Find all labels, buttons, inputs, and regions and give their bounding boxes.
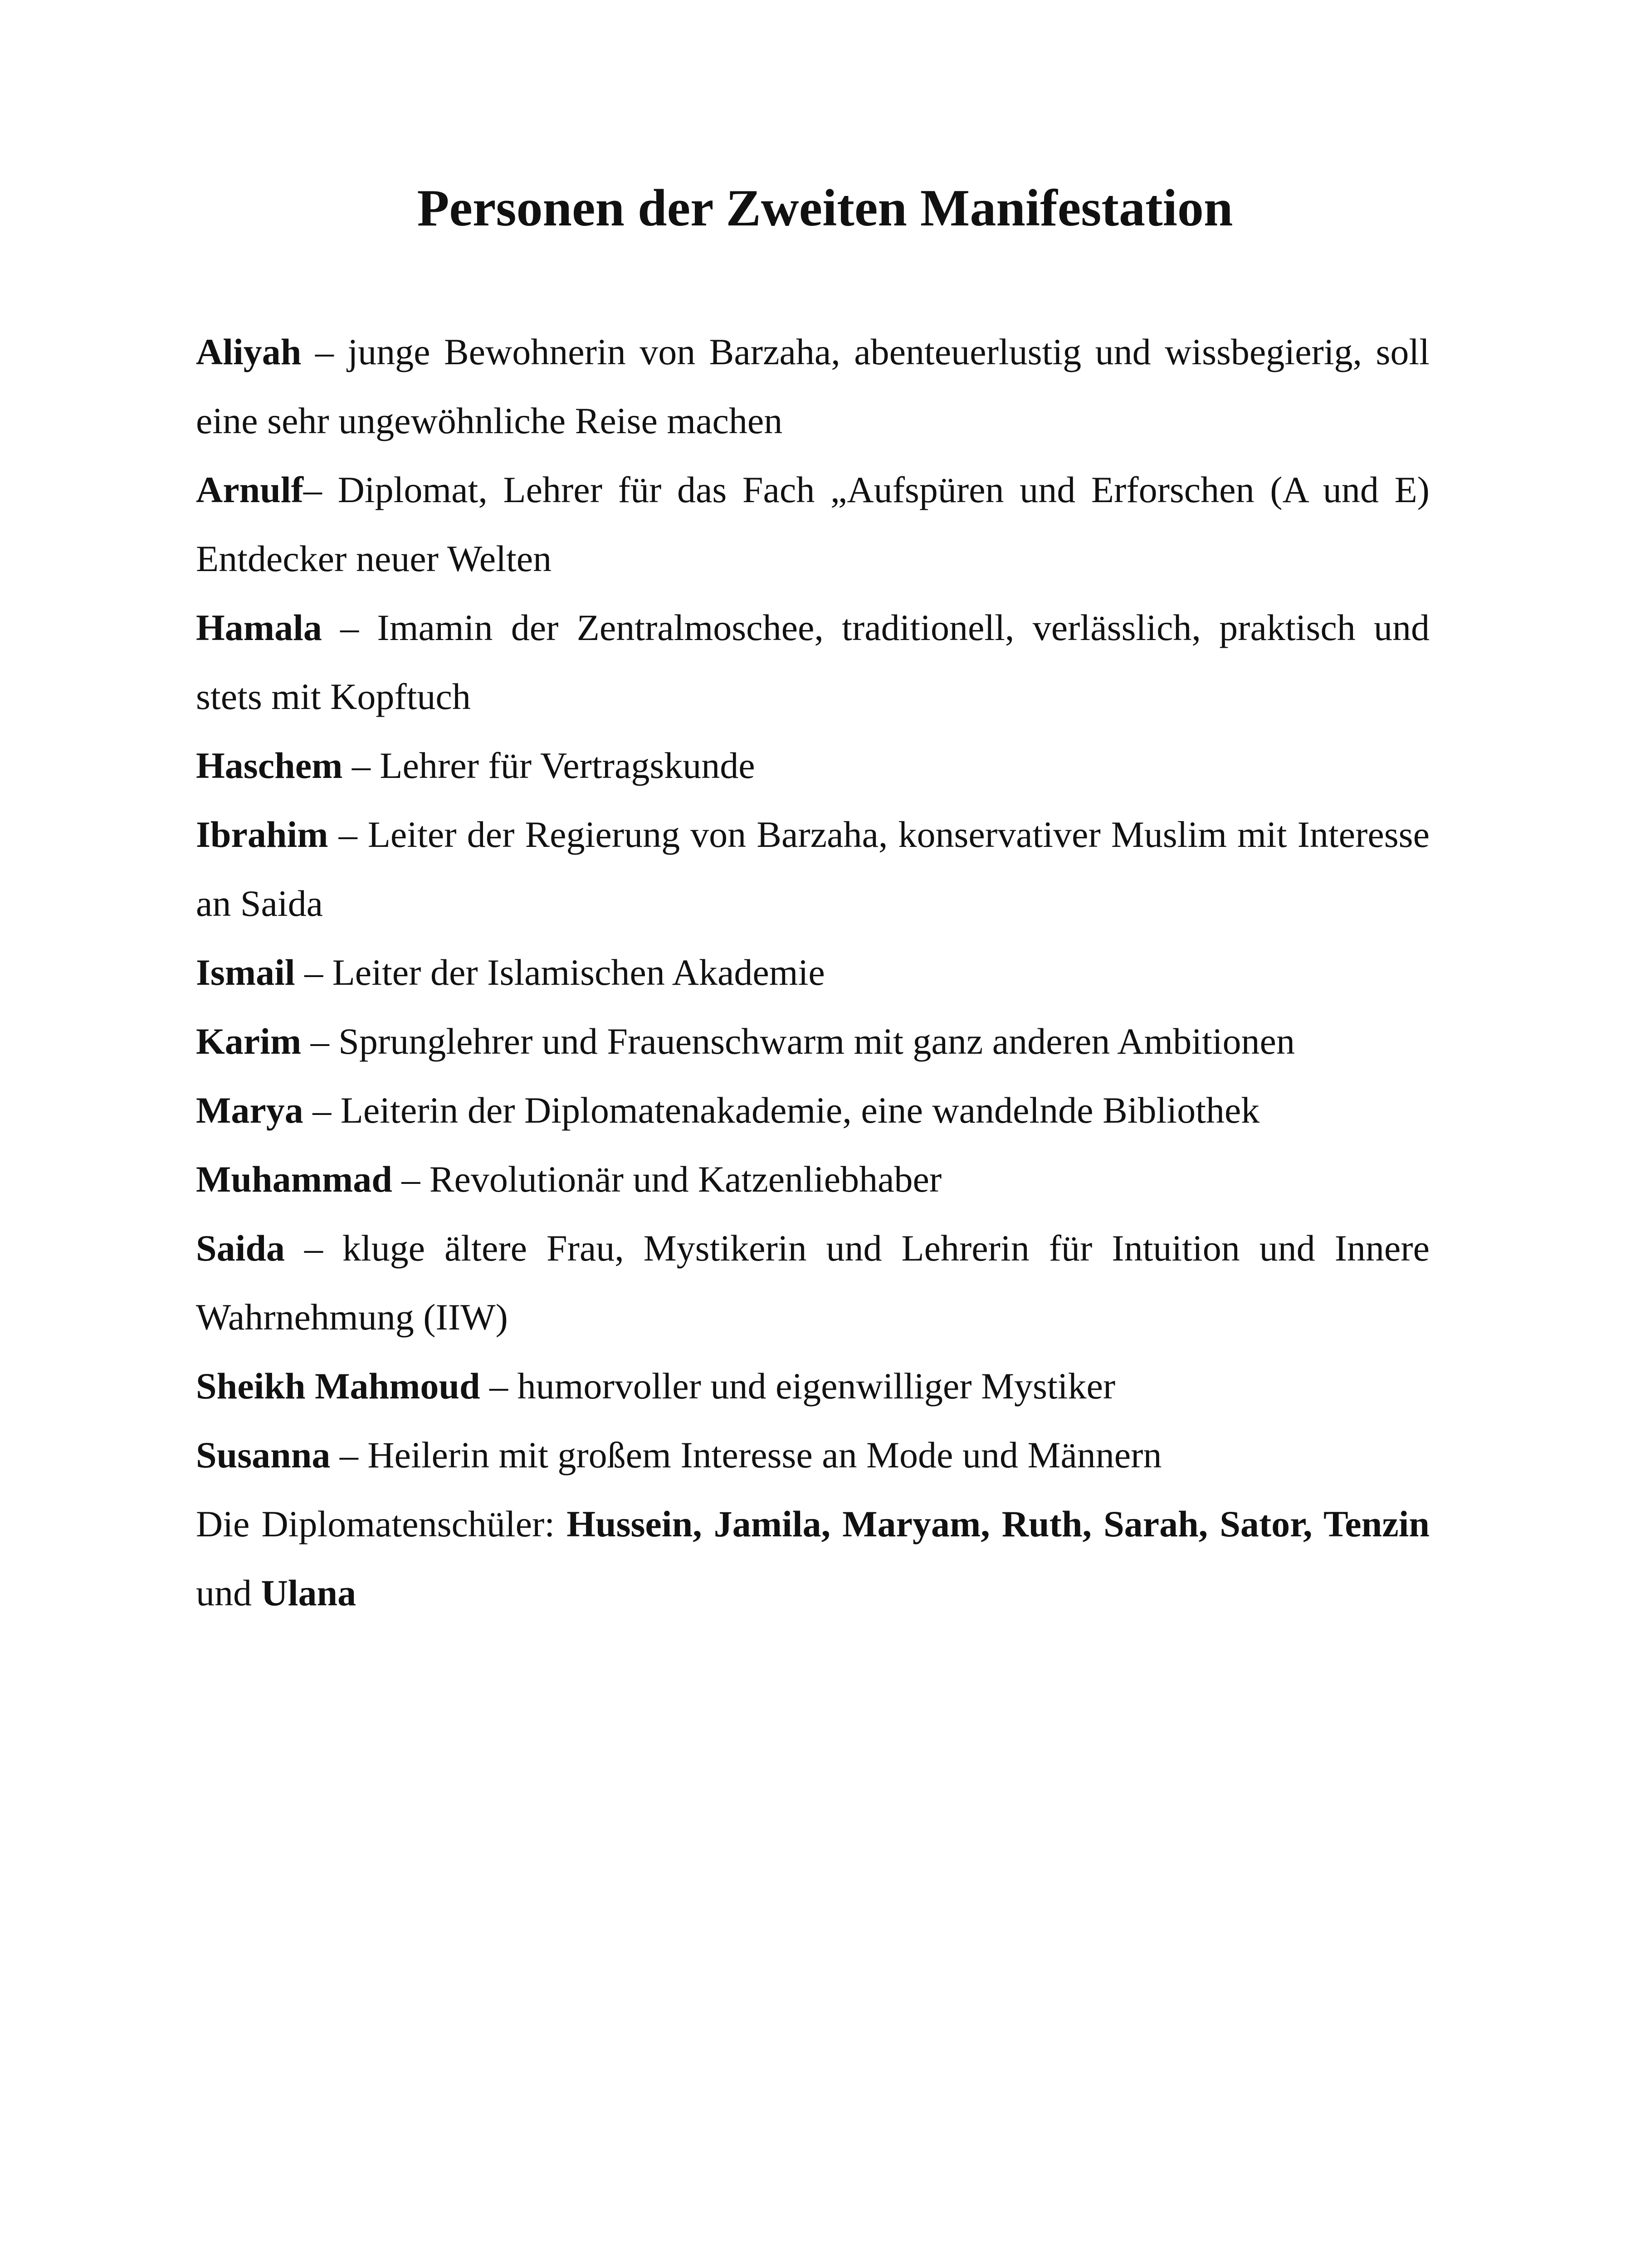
character-name: Arnulf [196,469,303,510]
character-description: – Imamin der Zentralmoschee, traditionell, verlässlich, praktisch und stets mit Kopftuch [196,607,1430,717]
character-description: – Leiter der Islamischen Akademie [295,952,825,993]
students-entry [196,1490,1430,1628]
page-title: Personen der Zweiten Manifestation [417,179,1233,237]
character-name: Ibrahim [196,814,328,855]
character-name: Saida [196,1227,285,1269]
character-name: Hamala [196,607,322,648]
character-name: Aliyah [196,331,302,372]
character-name: Sheikh Mahmoud [196,1365,480,1407]
character-description: – Heilerin mit großem Interesse an Mode und Männern [330,1434,1162,1476]
character-entry-karim [196,1007,1430,1076]
character-entry-marya [196,1076,1430,1145]
character-entry-aliyah [196,318,1430,455]
character-description: – kluge ältere Frau, Mystikerin und Lehrerin für Intuition und Innere Wahrnehmung (IIW) [196,1227,1430,1338]
character-name: Muhammad [196,1158,392,1200]
students-connector: und [196,1572,261,1613]
character-description: – Leiterin der Diplomatenakademie, eine wandelnde Bibliothek [303,1090,1260,1131]
students-names: Hussein, Jamila, Maryam, Ruth, Sarah, Sator, Tenzin [566,1503,1430,1545]
character-description: – Leiter der Regierung von Barzaha, konservativer Muslim mit Interesse an Saida [196,814,1430,924]
character-entry-susanna [196,1421,1430,1490]
character-name: Ismail [196,952,295,993]
character-entry-haschem [196,731,1430,800]
character-entry-ibrahim [196,800,1430,938]
character-description: – Lehrer für Vertragskunde [342,745,755,786]
character-description: – junge Bewohnerin von Barzaha, abenteuerlustig und wissbegierig, soll eine sehr ungewöhnliche Reise machen [196,331,1430,441]
students-last-name: Ulana [261,1572,356,1613]
character-description: – Revolutionär und Katzenliebhaber [392,1158,942,1200]
character-description: – humorvoller und eigenwilliger Mystiker [480,1365,1116,1407]
character-entry-muhammad [196,1145,1430,1214]
character-description: – Sprunglehrer und Frauenschwarm mit ganz anderen Ambitionen [301,1021,1295,1062]
character-entry-sheikh-mahmoud [196,1352,1430,1421]
character-name: Haschem [196,745,343,786]
character-entry-arnulf [196,455,1430,593]
students-intro: Die Diplomatenschüler: [196,1503,567,1545]
character-entry-saida [196,1214,1430,1352]
character-entry-ismail [196,938,1430,1007]
character-name: Karim [196,1021,302,1062]
character-name: Susanna [196,1434,331,1476]
character-description: – Diplomat, Lehrer für das Fach „Aufspüren und Erforschen (A und E) Entdecker neuer Welten [196,469,1430,579]
character-name: Marya [196,1090,303,1131]
character-list [196,318,1430,1628]
character-entry-hamala [196,593,1430,731]
